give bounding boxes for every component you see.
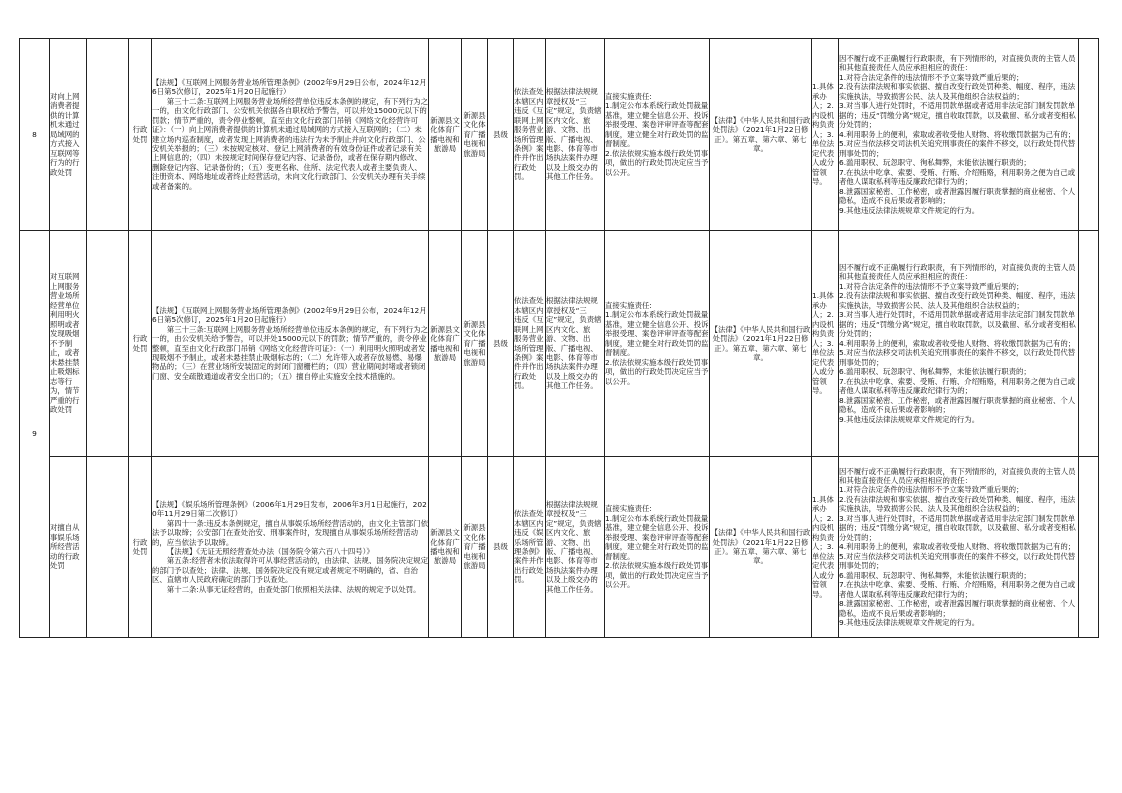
responsible-subject: 1.具体承办人；2.内设机构负责人；3.单位法定代表人或分管领导。 <box>812 39 839 231</box>
accountability-line: 7.在执法中吃拿、索要、受贿、行贿、介绍贿赂，利用职务之便为自己或者他人谋取私利等违反廉政纪律行为的； <box>839 580 1076 599</box>
accountability <box>839 231 1079 457</box>
accountability-line: 5.对应当依法移交司法机关追究刑事责任的案件不移交，以行政处罚代替刑事处罚的； <box>839 348 1076 367</box>
table-row <box>20 39 1099 231</box>
undertaking-responsibility: 根据法律法规规章授权及“三定”规定，负责辖区内文化、旅游、文物、出版、广播电视、电影、体育等市场执法案件办理以及上级交办的其他工作任务。 <box>546 457 605 638</box>
duty-basis: 【法律】《中华人民共和国行政处罚法》（2021年1月22日修正）。第五章、第六章、第七章。 <box>710 457 812 638</box>
accountability-line: 6.滥用职权、玩忽职守、徇私舞弊，未能依法履行职责的； <box>839 158 1031 168</box>
responsible-subject: 1.具体承办人；2.内设机构负责人；3.单位法定代表人或分管领导。 <box>812 231 839 457</box>
legal-basis <box>152 39 429 231</box>
duty-line: 2.依法依规实施本级行政处罚事项，做出的行政处罚决定应当予以公开。 <box>605 357 709 386</box>
item-name: 对向上网消费者提供的计算机未通过局域网的方式接入互联网等行为的行政处罚 <box>50 39 87 231</box>
duty-content <box>605 231 710 457</box>
accountability-line: 1.对符合法定条件的违法情形不予立案导致严重后果的； <box>839 72 1024 82</box>
accountability <box>839 457 1079 638</box>
accountability-line: 7.在执法中吃拿、索要、受贿、行贿、介绍贿赂，利用职务之便为自己或者他人谋取私利等违反廉政纪律行为的； <box>839 167 1076 187</box>
basis-title: 【法规】《互联网上网服务营业场所管理条例》(2002年9月29日公布，2024年12月6日第5次修订，2025年1月20日起施行） <box>152 305 427 325</box>
undertaking-responsibility: 根据法律法规规章授权及“三定”规定，负责辖区内文化、旅游、文物、出版、广播电视、电影、体育等市场执法案件办理以及上级交办的其他工作任务。 <box>546 39 605 231</box>
duty-line: 1.制定公布本系统行政处罚裁量基准，建立健全信息公开、投诉举报受理、案卷评审评查等配套制度，建立健全对行政处罚的监督制度。 <box>605 513 709 561</box>
basis-title: 【法规】《娱乐场所管理条例》（2006年1月29日发布，2006年3月1日起施行，2020年11月29日第二次修订） <box>152 499 427 519</box>
basis-article: 第十二条:从事无证经营的，由查处部门依照相关法律、法规的规定予以处罚。 <box>166 584 421 594</box>
accountability-line: 9.其他违反法律法规规章文件规定的行为。 <box>839 618 980 628</box>
accountability-line: 4.利用职务上的便利，索取或者收受他人财物、将收缴罚款据为己有的； <box>839 542 1076 552</box>
table-row <box>20 457 1099 638</box>
power-list-table <box>19 38 1099 638</box>
duty-content <box>605 39 710 231</box>
duty-basis: 【法律】《中华人民共和国行政处罚法》（2021年1月22日修正）。第五章、第六章、第七章。 <box>710 231 812 457</box>
power-type: 行政处罚 <box>129 457 152 638</box>
responsibility-matter: 依法查处本辖区内违反《娱乐场所管理条例》案件并作出行政处罚。 <box>514 457 546 638</box>
basis-article: 第三十二条:互联网上网服务营业场所经营单位违反本条例的规定，有下列行为之一的，由文化行政部门、公安机关依据各自职权给予警告，可以并处15000元以下的罚款；情节严重的，责令停业整顿，直至由文化行政部门吊销《网络文化经营许可证》：（一）向上网消费者提供的计算机未通过局域网的方式接入互联网的；（二）未建立场内巡查制度，或者发现上网消费者的违法行为未予制止并向文化行政部门、公安机关举报的；（三）未按规定核对、登记上网消费者的有效身份证件或者记录有关上网信息的；（四）未按规定时间保存登记内容、记录备份，或者在保存期内修改、删除登记内容、记录备份的；（五）变更名称、住所、法定代表人或者主要负责人、注册资本、网络地址或者终止经营活动，未向文化行政部门、公安机关办理有关手续或者备案的。 <box>152 96 428 191</box>
accountability-line: 5.对应当依法移交司法机关追究刑事责任的案件不移交，以行政处罚代替刑事处罚的； <box>839 551 1076 571</box>
accountability-line: 9.其他违反法律法规规章文件规定的行为。 <box>839 414 980 424</box>
undertaking-department: 新源县文化体育广播电视和旅游局 <box>462 231 488 457</box>
responsible-subject: 1.具体承办人；2.内设机构负责人；3.单位法定代表人或分管领导。 <box>812 457 839 638</box>
exercise-level: 县级 <box>488 231 514 457</box>
accountability-line: 1.对符合法定条件的违法情形不予立案导致严重后果的； <box>839 485 1024 495</box>
duty-line: 直接实施责任: <box>605 91 652 101</box>
undertaking-responsibility: 根据法律法规规章授权及“三定”规定，负责辖区内文化、旅游、文物、出版、广播电视、电影、体育等市场执法案件办理以及上级交办的其他工作任务。 <box>546 231 605 457</box>
undertaking-department: 新源县文化体育广播电视和旅游局 <box>462 39 488 231</box>
accountability-line: 1.对符合法定条件的违法情形不予立案导致严重后果的； <box>839 281 1024 291</box>
responsibility-matter: 依法查处本辖区内违反《互联网上网服务营业场所管理条例》案件并作出行政处罚。 <box>514 39 546 231</box>
remarks <box>1079 39 1099 231</box>
item-name: 对擅自从事娱乐场所经营活动的行政处罚 <box>50 457 87 638</box>
duty-line: 2.依法依规实施本级行政处罚事项，做出的行政处罚决定应当予以公开。 <box>605 148 709 177</box>
duty-line: 2.依法依规实施本级行政处罚事项，做出的行政处罚决定应当予以公开。 <box>605 561 709 590</box>
basis-title: 【法规】《互联网上网服务营业场所管理条例》(2002年9月29日公布，2024年12月6日第5次修订，2025年1月20日起施行） <box>152 77 427 97</box>
accountability-line: 2.没有法律法规和事实依据、擅自改变行政处罚种类、幅度、程序，违法实施执法，导致损害公民、法人及其他组织合法权益的； <box>839 494 1076 514</box>
power-type: 行政处罚 <box>129 39 152 231</box>
remarks <box>1079 231 1099 457</box>
table-row <box>20 231 1099 457</box>
accountability-line: 4.利用职务上的便利，索取或者收受他人财物、将收缴罚款据为己有的； <box>839 129 1076 139</box>
accountability-line: 2.没有法律法规和事实依据、擅自改变行政处罚种类、幅度、程序，违法实施执法，导致损害公民、法人及其他组织合法权益的； <box>839 291 1076 310</box>
accountability-line: 6.滥用职权、玩忽职守、徇私舞弊，未能依法履行职责的； <box>839 570 1031 580</box>
duty-content <box>605 457 710 638</box>
accountability-line: 6.滥用职权、玩忽职守、徇私舞弊，未能依法履行职责的； <box>839 367 1031 377</box>
accountability-line: 8.泄露国家秘密、工作秘密，或者泄露因履行职责掌握的商业秘密、个人隐私，造成不良后果或者影响的； <box>839 599 1076 618</box>
exercise-level: 县级 <box>488 457 514 638</box>
accountability <box>839 39 1079 231</box>
basis-title: 【法规】《无证无照经营查处办法（国务院令第六百八十四号）》 <box>166 547 374 556</box>
accountability-line: 4.利用职务上的便利，索取或者收受他人财物、将收缴罚款据为己有的； <box>839 338 1076 348</box>
accountability-line: 因不履行或不正确履行行政职责，有下列情形的，对直接负责的主管人员和其他直接责任人员应承担相应的责任： <box>839 263 1076 282</box>
accountability-line: 9.其他违反法律法规规章文件规定的行为。 <box>839 205 980 215</box>
legal-basis <box>152 457 429 638</box>
accountability-line: 2.没有法律法规和事实依据、擅自改变行政处罚种类、幅度、程序，违法实施执法，导致损害公民、法人及其他组织合法权益的； <box>839 82 1076 101</box>
basis-article: 第三十三条:互联网上网服务营业场所经营单位违反本条例的规定，有下列行为之一的，由公安机关给予警告，可以并处15000元以下的罚款；情节严重的，责令停业整顿，直至由文化行政部门吊销《网络文化经营许可证》：（一）利用明火照明或者发现吸烟不予制止，或者未悬挂禁止吸烟标志的；（二）允许带入或者存放易燃、易爆物品的；（三）在营业场所安装固定的封闭门窗栅栏的；（四）营业期间封堵或者锁闭门窗、安全疏散通道或者安全出口的；（五）擅自停止实施安全技术措施的。 <box>152 324 428 381</box>
implementing-department: 新源县文化体育广播电视和旅游局 <box>429 231 462 457</box>
subitem-name <box>87 457 129 638</box>
duty-line: 1.制定公布本系统行政处罚裁量基准，建立健全信息公开、投诉举报受理、案卷评审评查等配套制度，建立健全对行政处罚的监督制度。 <box>605 101 709 149</box>
duty-line: 直接实施责任: <box>605 504 652 514</box>
implementing-department: 新源县文化体育广播电视和旅游局 <box>429 39 462 231</box>
subitem-name <box>87 39 129 231</box>
implementing-department: 新源县文化体育广播电视和旅游局 <box>429 457 462 638</box>
duty-line: 直接实施责任: <box>605 300 652 310</box>
undertaking-department: 新源县文化体育广播电视和旅游局 <box>462 457 488 638</box>
power-type: 行政处罚 <box>129 231 152 457</box>
row-index: 8 <box>20 39 50 231</box>
duty-basis: 【法律】《中华人民共和国行政处罚法》（2021年1月22日修正）。第五章、第六章、第七章。 <box>710 39 812 231</box>
accountability-line: 3.对当事人进行处罚时，不适用罚款单据或者适用非法定部门制发罚款单据的；违反“罚缴分离”规定，擅自收取罚款，以及截留、私分或者变相私分处罚的； <box>839 513 1076 542</box>
item-name: 对互联网上网服务营业场所经营单位利用明火照明或者发现吸烟不予制止，或者未悬挂禁止吸烟标志等行为，情节严重的行政处罚 <box>50 231 87 457</box>
basis-article: 第五条:经营者未依法取得许可从事经营活动的，由法律、法规、国务院决定规定的部门予以查处；法律、法规、国务院决定没有规定或者规定不明确的，省、自治区、直辖市人民政府确定的部门予以查处。 <box>152 556 428 585</box>
responsibility-matter: 依法查处本辖区内违反《互联网上网服务营业场所管理条例》案件并作出行政处罚。 <box>514 231 546 457</box>
accountability-line: 因不履行或不正确履行行政职责，有下列情形的，对直接负责的主管人员和其他直接责任人员应承担相应的责任： <box>839 54 1076 73</box>
accountability-line: 因不履行或不正确履行行政职责，有下列情形的，对直接负责的主管人员和其他直接责任人员应承担相应的责任： <box>839 466 1076 485</box>
duty-line: 1.制定公布本系统行政处罚裁量基准，建立健全信息公开、投诉举报受理、案卷评审评查等配套制度，建立健全对行政处罚的监督制度。 <box>605 310 709 358</box>
exercise-level: 县级 <box>488 39 514 231</box>
accountability-line: 8.泄露国家秘密、工作秘密，或者泄露因履行职责掌握的商业秘密、个人隐私，造成不良后果或者影响的； <box>839 186 1076 206</box>
subitem-name <box>87 231 129 457</box>
accountability-line: 3.对当事人进行处罚时，不适用罚款单据或者适用非法定部门制发罚款单据的；违反“罚缴分离”规定，擅自收取罚款，以及截留、私分或者变相私分处罚的； <box>839 310 1076 339</box>
accountability-line: 3.对当事人进行处罚时，不适用罚款单据或者适用非法定部门制发罚款单据的；违反“罚缴分离”规定，擅自收取罚款，以及截留、私分或者变相私分处罚的； <box>839 101 1076 130</box>
accountability-line: 7.在执法中吃拿、索要、受贿、行贿、介绍贿赂，利用职务之便为自己或者他人谋取私利等违反廉政纪律行为的； <box>839 376 1076 396</box>
basis-article: 第四十一条:违反本条例规定，擅自从事娱乐场所经营活动的，由文化主管部门依法予以取缔；公安部门在查处治安、刑事案件时，发现擅自从事娱乐场所经营活动的，应当依法予以取缔。 <box>152 518 428 547</box>
accountability-line: 8.泄露国家秘密、工作秘密，或者泄露因履行职责掌握的商业秘密、个人隐私，造成不良后果或者影响的； <box>839 395 1076 415</box>
row-index: 9 <box>20 231 50 638</box>
legal-basis <box>152 231 429 457</box>
remarks <box>1079 457 1099 638</box>
accountability-line: 5.对应当依法移交司法机关追究刑事责任的案件不移交，以行政处罚代替刑事处罚的； <box>839 139 1076 158</box>
